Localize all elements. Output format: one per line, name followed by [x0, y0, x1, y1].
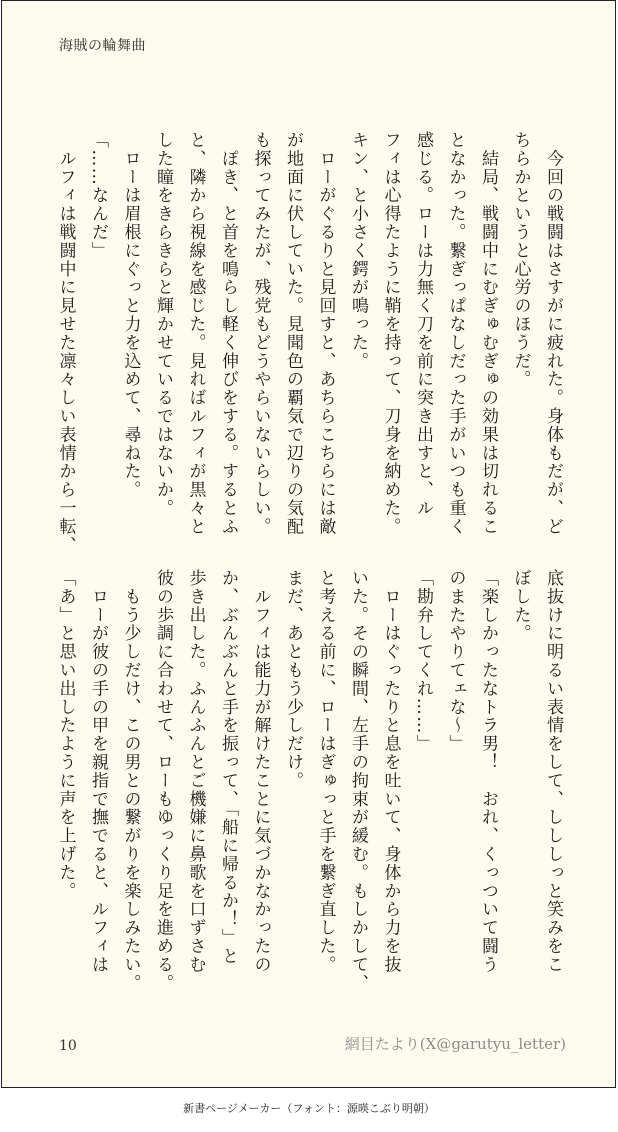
text-line: 「あ」と思い出したように声を上げた。	[55, 569, 76, 901]
text-line: 結局、戦闘中にむぎゅむぎゅの効果は切れるこ	[478, 131, 498, 536]
text-line: ローがぐるりと見回すと、あちらこちらには敵	[315, 131, 336, 536]
book-page	[1, 0, 616, 1088]
text-line: か、ぶんぶんと手を振って、「船に帰るか！」と	[218, 569, 238, 966]
text-line: ちらかというと心労のほうだ。	[510, 131, 531, 389]
text-line: した瞳をきらきらと輝かせているではないか。	[153, 131, 173, 518]
text-line: が地面に伏していた。見聞色の覇気で辺りの気配	[283, 131, 303, 536]
text-line: ぼした。	[510, 569, 531, 643]
text-line: まだ、あともう少しだけ。	[283, 569, 303, 790]
text-line: キン、と小さく鍔が鳴った。	[348, 131, 368, 371]
generator-caption: 新書ページメーカー（フォント：源暎こぶり明朝）	[183, 1102, 435, 1115]
text-line: 「勘弁してくれ……」	[413, 569, 433, 753]
text-line: もう少しだけ、この男との繋がりを楽しみたい。	[120, 569, 141, 993]
text-column-top	[49, 131, 569, 555]
text-line: と、隣から視線を感じた。見ればルフィが黒々と	[185, 131, 206, 536]
text-line: ローは眉根にぐっと力を込めて、尋ねた。	[120, 131, 141, 499]
text-line: のまたやりてェな〜」	[445, 569, 466, 753]
text-line: となかった。繋ぎっぱなしだった手がいつも重く	[445, 131, 466, 536]
text-line: フィは心得たように鞘を持って、刀身を納めた。	[380, 131, 401, 536]
text-line: ローはぐったりと息を吐いて、身体から力を抜	[380, 569, 401, 974]
text-line: ローが彼の手の甲を親指で撫でると、ルフィは	[88, 569, 108, 974]
text-line: 歩き出した。ふんふんとご機嫌に鼻歌を口ずさむ	[185, 569, 206, 974]
text-line: 感じる。ローは力無く刀を前に突き出すと、ル	[413, 131, 433, 518]
text-line: 「……なんだ」	[88, 131, 108, 260]
text-line: と考える前に、ローはぎゅっと手を繋ぎ直した。	[315, 569, 336, 974]
text-column-bottom	[49, 569, 569, 993]
text-line: いた。その瞬間、左手の拘束が緩む。もしかして、	[348, 569, 368, 993]
text-line: も探ってみたが、残党もどうやらいないらしい。	[250, 131, 271, 536]
text-line: ルフィは能力が解けたことに気づかなかったの	[250, 569, 271, 974]
text-line: 今回の戦闘はさすがに疲れた。身体もだが、ど	[543, 131, 563, 536]
book-title: 海賊の輪舞曲	[59, 38, 146, 54]
page-number: 10	[59, 1038, 77, 1054]
text-line: 彼の歩調に合わせて、ローもゆっくり足を進める。	[153, 569, 173, 993]
text-line: ルフィは戦闘中に見せた凛々しい表情から一転、	[55, 131, 76, 555]
text-line: 底抜けに明るい表情をして、しししっと笑みをこ	[543, 569, 563, 974]
text-line: 「楽しかったなトラ男！ おれ、くっついて闘う	[478, 569, 498, 974]
author-credit: 網目たより(X@garutyu_letter)	[344, 1035, 566, 1053]
text-line: ぽき、と首を鳴らし軽く伸びをする。するとふ	[218, 131, 238, 536]
